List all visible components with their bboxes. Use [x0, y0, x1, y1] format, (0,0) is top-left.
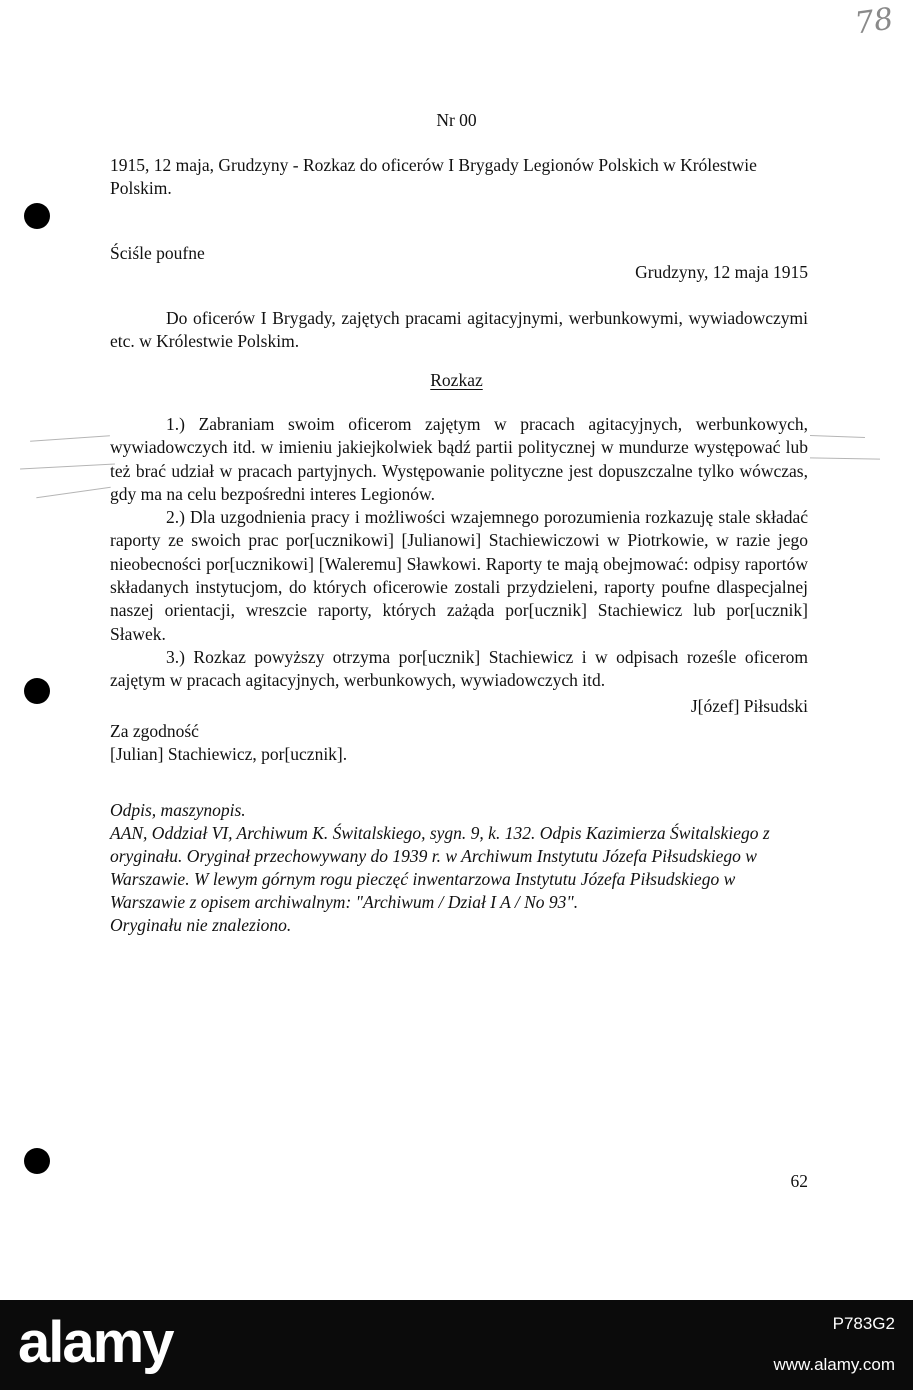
place-date: Grudzyny, 12 maja 1915 — [635, 262, 808, 282]
page-number: 62 — [790, 1171, 808, 1191]
note-source: AAN, Oddział VI, Archiwum K. Świtalskiego, sygn. 9, k. 132. Odpis Kazimierza Świtalskiego z oryginału. Oryginał przechowywany do 1939 r. w Archiwum Instytutu Józefa Piłsudskiego w Warszawie. W lewym górnym rogu pieczęć inwentarzowa Instytutu Józefa Piłsudskiego w Warszawie z opisem archiwalnym: "Archiwum / Dział I A / No 93". — [110, 823, 770, 912]
punch-hole — [24, 203, 50, 229]
signature: J[ózef] Piłsudski — [690, 696, 808, 716]
document-number: Nr 00 — [436, 110, 477, 130]
attestation-line: Za zgodność — [110, 721, 199, 741]
note-copy-type: Odpis, maszynopis. — [110, 800, 246, 820]
scan-artifact-line — [810, 435, 865, 438]
scan-artifact-line — [30, 435, 110, 442]
scan-artifact-line — [20, 464, 115, 470]
scan-artifact-line — [36, 487, 110, 498]
order-paragraph-2: 2.) Dla uzgodnienia pracy i możliwości wzajemnego porozumienia rozkazuję stale składać raporty ze swoich prac por[ucznikowi] [Julianowi] Stachiewiczowi w Piotrkowie, w razie jego nieobecności por[ucznikowi] [Waleremu] Sławkowi. Raporty te mają obejmować: odpisy raportów składanych instytucjom, do których oficerowie zostali przydzieleni, raporty poufne dlaspecjalnej naszej orientacji, wreszcie raporty, których zażąda por[ucznik] Stachiewicz lub por[ucznik] Sławek. — [110, 507, 808, 644]
attestation — [110, 720, 347, 766]
stock-url: www.alamy.com — [773, 1355, 895, 1374]
handwritten-page-number: 78 — [852, 1, 896, 42]
note-original: Oryginału nie znaleziono. — [110, 915, 292, 935]
order-paragraph-1: 1.) Zabraniam swoim oficerom zajętym w pracach agitacyjnych, werbunkowych, wywiadowczych itd. w imieniu jakiejkolwiek bądź partii politycznej w mundurze występować lub też brać udział w pracach partyjnych. Występowanie polityczne jest dopuszczalne tylko wówczas, gdy ma na celu bezpośredni interes Legionów. — [110, 414, 808, 504]
punch-hole — [24, 678, 50, 704]
document-heading: 1915, 12 maja, Grudzyny - Rozkaz do oficerów I Brygady Legionów Polskich w Królestwie Polskim. — [110, 155, 757, 198]
order-title: Rozkaz — [430, 370, 483, 390]
classification-label: Ściśle poufne — [110, 243, 205, 263]
order-paragraph-3: 3.) Rozkaz powyższy otrzyma por[ucznik] Stachiewicz i w odpisach roześle oficerom zajętym w pracach agitacyjnych, werbunkowych, wywiadowczych itd. — [110, 646, 808, 691]
scan-artifact-line — [810, 457, 880, 459]
image-id: P783G2 — [832, 1314, 895, 1333]
addressee: Do oficerów I Brygady, zajętych pracami agitacyjnymi, werbunkowymi, wywiadowczymi etc. w Królestwie Polskim. — [110, 308, 808, 351]
alamy-logo: alamy — [18, 1310, 173, 1375]
order-body — [110, 413, 808, 693]
archival-notes — [110, 799, 810, 937]
attestation-signer: [Julian] Stachiewicz, por[ucznik]. — [110, 744, 348, 764]
punch-hole — [24, 1148, 50, 1174]
